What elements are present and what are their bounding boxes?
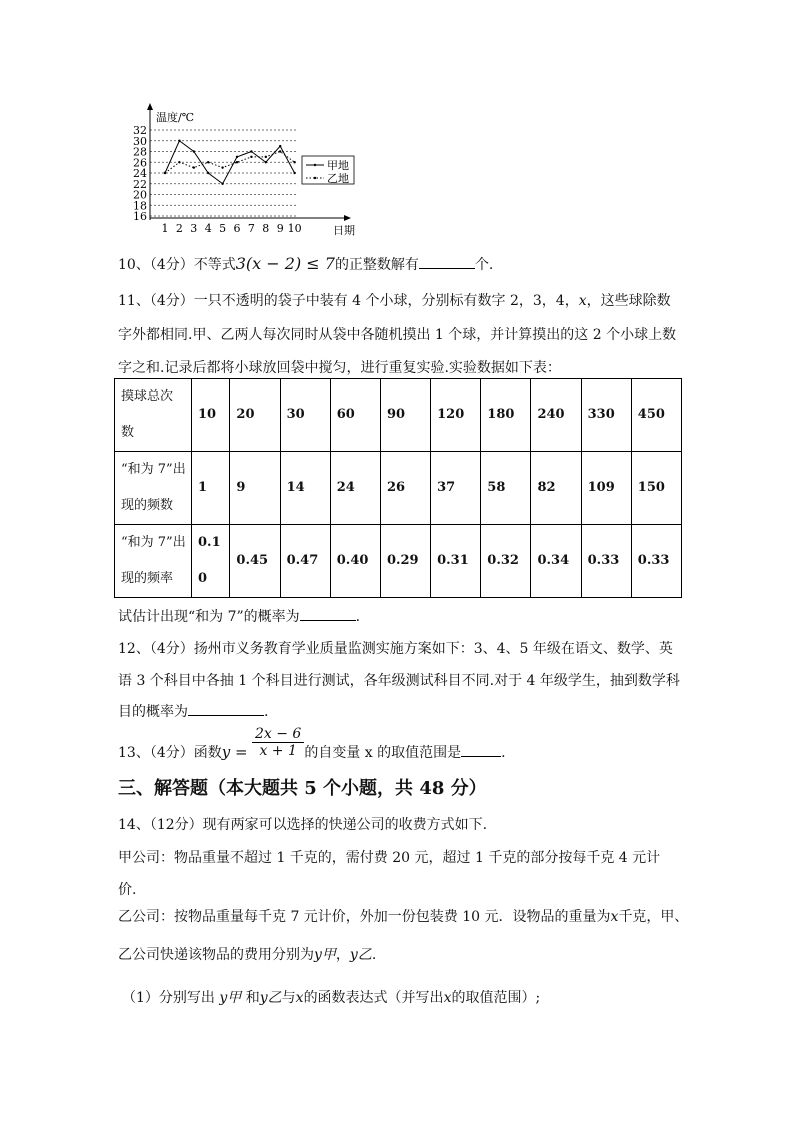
data-point [193, 166, 195, 168]
question-12-line2: 语 3 个科目中各抽 1 个科目进行测试，各年级测试科目不同.对于 4 年级学生，抽到数学科 [118, 673, 680, 689]
q13-answer-blank[interactable] [461, 742, 501, 757]
question-14-line4 [118, 906, 688, 926]
q13-fraction [252, 726, 304, 759]
q10-prefix: 10、（4分）不等式 [118, 257, 236, 273]
table-cell: 150 [631, 452, 681, 525]
y-tick-label: 16 [133, 210, 147, 223]
data-point [250, 156, 252, 158]
q11-ask-text: 试估计出现“和为 7”的概率为 [118, 609, 300, 625]
table-cell: 58 [481, 452, 531, 525]
table-cell: 14 [280, 452, 330, 525]
question-13 [118, 726, 506, 759]
q10-end: 个. [474, 257, 494, 273]
cell-line: 0 [198, 571, 208, 586]
question-14-part1 [122, 987, 540, 1007]
data-point [221, 183, 223, 185]
q12-end: . [264, 704, 269, 720]
row-header [115, 452, 192, 525]
q14-part1-d: 的函数表达式（并写出 [303, 990, 444, 1006]
q14-line5-end: . [371, 947, 377, 963]
q14-line5-text: 乙公司快递该物品的费用分别为 [118, 947, 314, 963]
data-point [178, 161, 180, 163]
question-11-line3: 字之和.记录后都将小球放回袋中搅匀，进行重复实验.实验数据如下表： [118, 360, 561, 376]
row-header-line: 数 [121, 425, 135, 440]
table-cell: 0.29 [380, 525, 430, 598]
y-tick-label: 22 [133, 177, 147, 191]
x-tick-label: 1 [161, 222, 169, 235]
q12-line3-text: 目的概率为 [118, 704, 188, 720]
x-tick-label: 3 [190, 222, 198, 235]
y-tick-label: 20 [133, 188, 147, 202]
legend-marker [314, 164, 316, 166]
y-tick-label: 28 [133, 145, 147, 159]
q13-suffix: 的自变量 x 的取值范围是 [304, 744, 462, 761]
table-cell: 82 [531, 452, 581, 525]
table-cell: 0.31 [431, 525, 481, 598]
table-cell: 24 [330, 452, 380, 525]
x-tick-label: 4 [204, 222, 212, 235]
table-cell: 120 [431, 379, 481, 452]
q12-answer-blank[interactable] [188, 701, 264, 716]
q11-line1-end: ，这些球除数 [586, 293, 671, 309]
question-11-line1 [118, 290, 671, 310]
data-point [293, 161, 295, 163]
data-point [193, 150, 195, 152]
data-point [279, 145, 281, 147]
q14-var-x: x [610, 909, 619, 925]
x-tick-label: 7 [247, 222, 255, 235]
q11-answer-blank[interactable] [300, 606, 356, 621]
question-14-line2: 甲公司：物品重量不超过 1 千克的，需付费 20 元，超过 1 千克的部分按每千克 4 元计 [118, 850, 661, 866]
q11-var-x: x [578, 293, 587, 309]
table-row [115, 525, 682, 598]
row-header-line: 现的频率 [121, 571, 174, 586]
question-10 [118, 254, 493, 274]
row-header-line: “和为 7”出 [121, 462, 186, 477]
question-11-ask [118, 606, 360, 626]
table-cell: 0.33 [631, 525, 681, 598]
table-cell [192, 525, 230, 598]
y-tick-label: 24 [133, 167, 147, 180]
q14-y-jia: y甲 [314, 947, 336, 963]
experiment-table [114, 378, 682, 598]
table-cell: 26 [380, 452, 430, 525]
q10-inequality: 3(x − 2) ≤ 7 [235, 254, 335, 273]
table-cell: 0.45 [230, 525, 280, 598]
x-tick-label: 5 [219, 222, 227, 235]
q10-suffix: 的正整数解有 [334, 257, 419, 273]
data-point [236, 156, 238, 158]
q14-part1-b: 和 [241, 990, 260, 1006]
table-cell: 109 [581, 452, 631, 525]
data-point [250, 150, 252, 152]
q14-part1-a: （1）分别写出 [122, 990, 220, 1006]
q14-y-yi: y乙 [349, 947, 372, 963]
q14-line4-end: 千克，甲、 [618, 909, 689, 925]
data-point [178, 140, 180, 142]
question-14-line5 [118, 944, 376, 964]
table-cell: 0.47 [280, 525, 330, 598]
question-12-line1: 12、（4分）扬州市义务教育学业质量监测实施方案如下：3、4、5 年级在语文、数学、英 [118, 641, 673, 657]
temperature-chart [120, 100, 380, 240]
q14-part1-x: x [295, 990, 304, 1006]
row-header-line: “和为 7”出 [121, 535, 186, 550]
data-point [265, 161, 267, 163]
table-cell: 240 [531, 379, 581, 452]
section-3-heading: 三、解答题（本大题共 5 个小题，共 48 分） [118, 778, 487, 799]
q10-answer-blank[interactable] [419, 254, 475, 269]
data-point [293, 172, 295, 174]
question-11-line2: 字外都相同.甲、乙两人每次同时从袋中各随机摸出 1 个球，并计算摸出的这 2 个小球上数 [118, 327, 677, 343]
data-point [279, 150, 281, 152]
q13-denominator: x + 1 [259, 743, 297, 759]
q11-ask-end: . [355, 609, 361, 625]
data-point [207, 172, 209, 174]
table-cell: 0.40 [330, 525, 380, 598]
row-header [115, 379, 192, 452]
table-cell: 1 [192, 452, 230, 525]
table-cell: 10 [192, 379, 230, 452]
q13-y: y = [221, 742, 248, 761]
table-cell: 0.32 [481, 525, 531, 598]
q14-line4-text: 乙公司：按物品重量每千克 7 元计价，外加一份包装费 10 元．设物品的重量为 [118, 909, 611, 925]
y-tick-label: 32 [133, 124, 147, 137]
q14-sep: ， [335, 947, 350, 963]
question-12-line3 [118, 701, 268, 721]
q13-numerator: 2x − 6 [252, 726, 304, 743]
x-tick-label: 10 [287, 222, 302, 235]
table-cell: 330 [581, 379, 631, 452]
data-point [236, 161, 238, 163]
x-tick-label: 6 [233, 222, 241, 235]
legend-label: 甲地 [327, 159, 349, 172]
q14-part1-y2: y乙 [259, 990, 282, 1006]
table-cell: 9 [230, 452, 280, 525]
question-14-line1: 14、（12分）现有两家可以选择的快递公司的收费方式如下. [118, 817, 488, 833]
y-axis-label: 温度/℃ [156, 111, 195, 124]
q14-part1-c: 与 [281, 990, 296, 1006]
data-point [164, 172, 166, 174]
q14-part1-x2: x [443, 990, 452, 1006]
row-header-line: 摸球总次 [121, 389, 174, 404]
cell-line: 0.1 [198, 535, 221, 550]
x-axis-arrow [344, 215, 351, 221]
q11-line1-text: 11、（4分）一只不透明的袋子中装有 4 个小球，分别标有数字 2，3，4， [118, 293, 579, 309]
x-axis-label: 日期 [333, 224, 355, 237]
row-header-line: 现的频数 [121, 498, 174, 513]
legend-marker [314, 177, 316, 179]
table-cell: 90 [380, 379, 430, 452]
table-cell: 0.34 [531, 525, 581, 598]
y-tick-label: 18 [133, 199, 147, 213]
q13-prefix: 13、（4分）函数 [118, 744, 222, 761]
x-tick-label: 9 [276, 222, 284, 235]
table-cell: 450 [631, 379, 681, 452]
table-cell: 180 [481, 379, 531, 452]
table-cell: 20 [230, 379, 280, 452]
table-cell: 37 [431, 452, 481, 525]
question-14-line3: 价. [118, 882, 137, 898]
table-row [115, 452, 682, 525]
q13-end: . [501, 744, 506, 761]
data-point [265, 156, 267, 158]
x-tick-label: 2 [175, 222, 183, 235]
y-tick-label: 30 [133, 134, 147, 148]
row-header [115, 525, 192, 598]
q14-part1-y1: y甲 [219, 990, 242, 1006]
table-cell: 30 [280, 379, 330, 452]
data-point [221, 166, 223, 168]
table-cell: 60 [330, 379, 380, 452]
y-axis-arrow [147, 103, 153, 110]
table-cell: 0.33 [581, 525, 631, 598]
q14-part1-e: 的取值范围）; [451, 990, 541, 1006]
y-tick-label: 26 [133, 156, 147, 170]
table-row [115, 379, 682, 452]
x-tick-label: 8 [262, 222, 270, 235]
legend-label: 乙地 [327, 172, 349, 185]
data-point [207, 161, 209, 163]
